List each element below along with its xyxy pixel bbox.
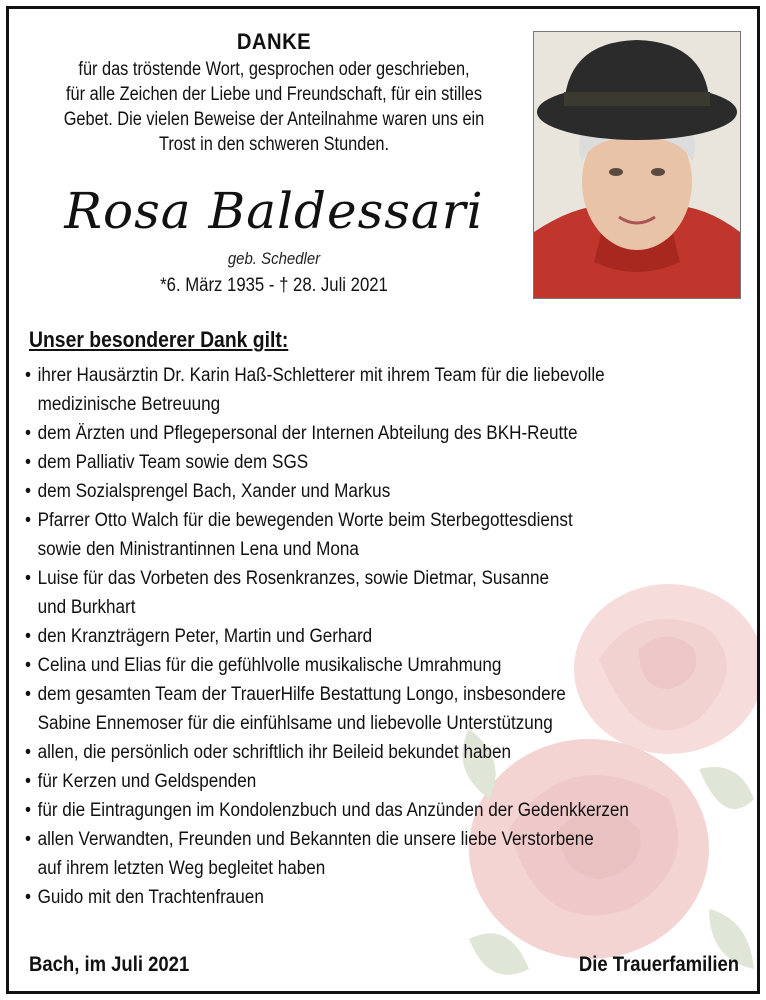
intro-line: Gebet. Die vielen Beweise der Anteilnahme waren uns ein — [63, 109, 485, 130]
list-item — [25, 767, 740, 796]
list-item — [25, 448, 740, 477]
list-item — [25, 419, 740, 448]
list-item-text: Luise für das Vorbeten des Rosenkranzes, sowie Dietmar, Susanne — [37, 568, 549, 589]
header — [29, 29, 519, 157]
bullet-icon: • — [25, 684, 31, 705]
intro-line: für das tröstende Wort, gesprochen oder geschrieben, — [78, 59, 470, 80]
list-item-text: dem Palliativ Team sowie dem SGS — [37, 452, 309, 473]
bullet-icon: • — [25, 887, 31, 908]
birth-name: geb. Schedler — [227, 249, 321, 268]
signature: Die Trauerfamilien — [578, 953, 739, 976]
list-item-text: Guido mit den Trachtenfrauen — [37, 887, 264, 908]
bullet-icon: • — [25, 452, 31, 473]
list-item-text: ihrer Hausärztin Dr. Karin Haß-Schletterer mit ihrem Team für die liebevolle — [37, 365, 605, 386]
thanks-title: Unser besonderer Dank gilt: — [29, 327, 289, 352]
list-item-text: Pfarrer Otto Walch für die bewegenden Worte beim Sterbegottesdienst — [37, 510, 573, 531]
bullet-icon: • — [25, 365, 31, 386]
list-item-text-continued: medizinische Betreuung — [37, 394, 221, 415]
list-item — [25, 680, 740, 738]
bullet-icon: • — [25, 568, 31, 589]
list-item-text: allen Verwandten, Freunden und Bekannten die unsere liebe Verstorbene — [37, 829, 594, 850]
intro-line: Trost in den schweren Stunden. — [158, 134, 390, 155]
list-item — [25, 361, 740, 419]
list-item-text-continued: Sabine Ennemoser für die einfühlsame und liebevolle Unterstützung — [37, 713, 553, 734]
bullet-icon: • — [25, 829, 31, 850]
list-item — [25, 651, 740, 680]
bullet-icon: • — [25, 626, 31, 647]
list-item — [25, 622, 740, 651]
intro-text — [63, 57, 484, 157]
thanks-list — [25, 361, 745, 912]
list-item-text-continued: auf ihrem letzten Weg begleitet haben — [37, 858, 326, 879]
place-date: Bach, im Juli 2021 — [29, 953, 190, 976]
bullet-icon: • — [25, 742, 31, 763]
bullet-icon: • — [25, 771, 31, 792]
list-item — [25, 738, 740, 767]
portrait-photo-icon — [533, 31, 741, 299]
bullet-icon: • — [25, 655, 31, 676]
bullet-icon: • — [25, 510, 31, 531]
list-item — [25, 883, 740, 912]
bullet-icon: • — [25, 423, 31, 444]
list-item-text-continued: und Burkhart — [37, 597, 136, 618]
list-item-text: den Kranzträgern Peter, Martin und Gerhard — [37, 626, 373, 647]
list-item — [25, 796, 740, 825]
list-item-text: Celina und Elias für die gefühlvolle musikalische Umrahmung — [37, 655, 502, 676]
header-title: DANKE — [236, 29, 312, 54]
list-item — [25, 477, 740, 506]
list-item-text-continued: sowie den Ministrantinnen Lena und Mona — [37, 539, 359, 560]
obituary-notice — [6, 6, 760, 994]
list-item-text: dem Ärzten und Pflegepersonal der Internen Abteilung des BKH-Reutte — [37, 423, 578, 444]
list-item-text: für Kerzen und Geldspenden — [37, 771, 257, 792]
list-item-text: allen, die persönlich oder schriftlich ihr Beileid bekundet haben — [37, 742, 511, 763]
list-item — [25, 506, 740, 564]
life-dates: *6. März 1935 - † 28. Juli 2021 — [160, 275, 388, 296]
intro-line: für alle Zeichen der Liebe und Freundschaft, für ein stilles — [66, 84, 482, 105]
list-item-text: dem Sozialsprengel Bach, Xander und Markus — [37, 481, 391, 502]
list-item-text: dem gesamten Team der TrauerHilfe Bestattung Longo, insbesondere — [37, 684, 566, 705]
bullet-icon: • — [25, 800, 31, 821]
deceased-name: Rosa Baldessari — [64, 182, 484, 240]
list-item-text: für die Eintragungen im Kondolenzbuch und das Anzünden der Gedenkkerzen — [37, 800, 629, 821]
bullet-icon: • — [25, 481, 31, 502]
list-item — [25, 564, 740, 622]
list-item — [25, 825, 740, 883]
